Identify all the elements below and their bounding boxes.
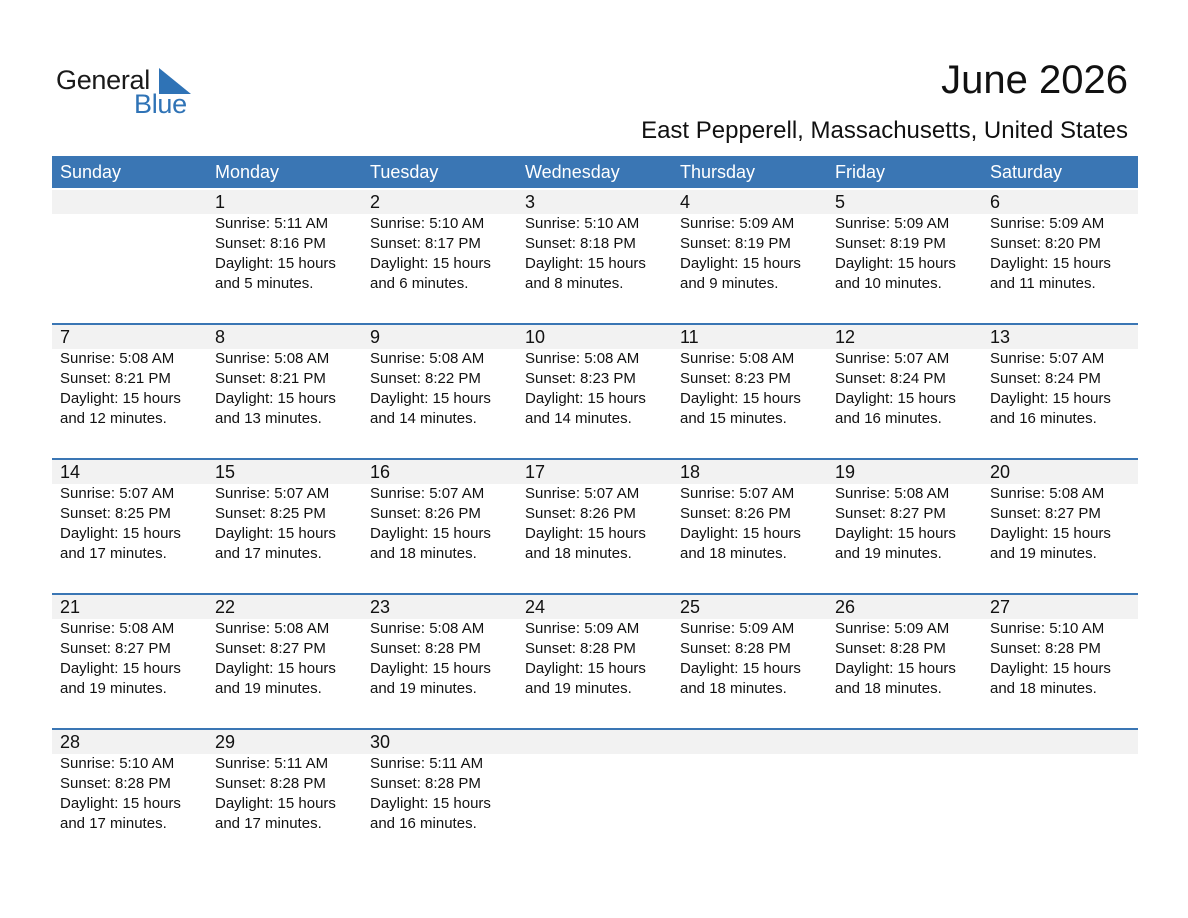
day-number: 12	[835, 327, 856, 347]
daylight-text: Daylight: 15 hours	[680, 525, 801, 542]
minutes-text: and 18 minutes.	[680, 545, 787, 562]
logo-word-general: General	[56, 65, 150, 95]
sunset-text: Sunset: 8:24 PM	[835, 370, 946, 387]
week-cells	[52, 325, 1137, 455]
minutes-text: and 19 minutes.	[215, 680, 322, 697]
minutes-text: and 14 minutes.	[525, 410, 632, 427]
daylight-text: Daylight: 15 hours	[215, 390, 336, 407]
daylight-text: Daylight: 15 hours	[525, 525, 646, 542]
sunrise-text: Sunrise: 5:07 AM	[990, 350, 1105, 367]
daylight-text: Daylight: 15 hours	[215, 255, 336, 272]
calendar	[52, 156, 1138, 863]
day-cell	[517, 595, 672, 725]
sunrise-text: Sunrise: 5:07 AM	[370, 485, 485, 502]
sunset-text: Sunset: 8:20 PM	[990, 235, 1101, 252]
sunrise-text: Sunrise: 5:09 AM	[680, 620, 795, 637]
sunset-text: Sunset: 8:27 PM	[990, 505, 1101, 522]
daylight-text: Daylight: 15 hours	[525, 660, 646, 677]
day-cell	[362, 460, 517, 590]
minutes-text: and 19 minutes.	[525, 680, 632, 697]
minutes-text: and 17 minutes.	[215, 815, 322, 832]
empty-day-cell	[827, 730, 982, 860]
daylight-text: Daylight: 15 hours	[60, 390, 181, 407]
minutes-text: and 11 minutes.	[990, 275, 1096, 292]
daylight-text: Daylight: 15 hours	[990, 660, 1111, 677]
day-cell	[52, 460, 207, 590]
minutes-text: and 9 minutes.	[680, 275, 779, 292]
day-number: 13	[990, 327, 1011, 347]
minutes-text: and 19 minutes.	[370, 680, 477, 697]
sunrise-text: Sunrise: 5:10 AM	[525, 215, 640, 232]
daylight-text: Daylight: 15 hours	[835, 255, 956, 272]
sunrise-text: Sunrise: 5:08 AM	[990, 485, 1105, 502]
day-cell	[207, 460, 362, 590]
sunset-text: Sunset: 8:25 PM	[215, 505, 326, 522]
day-cell	[672, 190, 827, 320]
weekday-header	[52, 156, 1138, 188]
day-number: 17	[525, 462, 546, 482]
day-cell	[827, 595, 982, 725]
sunset-text: Sunset: 8:21 PM	[215, 370, 326, 387]
minutes-text: and 16 minutes.	[835, 410, 942, 427]
sunset-text: Sunset: 8:28 PM	[370, 775, 481, 792]
sunrise-text: Sunrise: 5:10 AM	[370, 215, 485, 232]
sunset-text: Sunset: 8:28 PM	[525, 640, 636, 657]
day-cell	[207, 325, 362, 455]
sunrise-text: Sunrise: 5:08 AM	[680, 350, 795, 367]
sunset-text: Sunset: 8:28 PM	[990, 640, 1101, 657]
sunset-text: Sunset: 8:27 PM	[60, 640, 171, 657]
day-cell	[207, 730, 362, 860]
weekday-sunday: Sunday	[60, 162, 122, 182]
sunrise-text: Sunrise: 5:11 AM	[370, 755, 484, 772]
minutes-text: and 18 minutes.	[680, 680, 787, 697]
minutes-text: and 16 minutes.	[990, 410, 1097, 427]
daylight-text: Daylight: 15 hours	[215, 795, 336, 812]
minutes-text: and 13 minutes.	[215, 410, 322, 427]
day-number: 4	[680, 192, 691, 212]
day-number: 27	[990, 597, 1011, 617]
day-number: 6	[990, 192, 1001, 212]
sunset-text: Sunset: 8:23 PM	[525, 370, 636, 387]
day-number: 24	[525, 597, 546, 617]
day-cell	[982, 190, 1137, 320]
weekday-thursday: Thursday	[680, 162, 756, 182]
minutes-text: and 19 minutes.	[835, 545, 942, 562]
calendar-week	[52, 323, 1138, 458]
logo-word-blue: Blue	[134, 89, 187, 119]
day-number: 7	[60, 327, 71, 347]
sunrise-text: Sunrise: 5:11 AM	[215, 215, 329, 232]
minutes-text: and 8 minutes.	[525, 275, 624, 292]
sunset-text: Sunset: 8:28 PM	[835, 640, 946, 657]
sunset-text: Sunset: 8:23 PM	[680, 370, 791, 387]
day-cell	[517, 325, 672, 455]
day-cell	[982, 460, 1137, 590]
day-cell	[517, 190, 672, 320]
sunrise-text: Sunrise: 5:08 AM	[215, 350, 330, 367]
sunset-text: Sunset: 8:28 PM	[60, 775, 171, 792]
day-number: 2	[370, 192, 381, 212]
sunset-text: Sunset: 8:28 PM	[215, 775, 326, 792]
sunrise-text: Sunrise: 5:08 AM	[215, 620, 330, 637]
weekday-friday: Friday	[835, 162, 886, 182]
sunset-text: Sunset: 8:18 PM	[525, 235, 636, 252]
sunset-text: Sunset: 8:26 PM	[680, 505, 791, 522]
sunrise-text: Sunrise: 5:08 AM	[525, 350, 640, 367]
sunrise-text: Sunrise: 5:09 AM	[835, 620, 950, 637]
minutes-text: and 19 minutes.	[990, 545, 1097, 562]
minutes-text: and 17 minutes.	[215, 545, 322, 562]
day-number: 5	[835, 192, 846, 212]
sunset-text: Sunset: 8:27 PM	[215, 640, 326, 657]
sunrise-text: Sunrise: 5:09 AM	[680, 215, 795, 232]
minutes-text: and 10 minutes.	[835, 275, 942, 292]
day-cell	[672, 460, 827, 590]
day-cell	[982, 325, 1137, 455]
day-cell	[362, 325, 517, 455]
weekday-saturday: Saturday	[990, 162, 1063, 182]
sunrise-text: Sunrise: 5:07 AM	[525, 485, 640, 502]
day-number: 18	[680, 462, 701, 482]
day-cell	[827, 460, 982, 590]
day-number: 14	[60, 462, 81, 482]
minutes-text: and 14 minutes.	[370, 410, 477, 427]
sunrise-text: Sunrise: 5:08 AM	[370, 620, 485, 637]
minutes-text: and 17 minutes.	[60, 545, 167, 562]
week-cells	[52, 595, 1137, 725]
daylight-text: Daylight: 15 hours	[680, 390, 801, 407]
empty-day-cell	[517, 730, 672, 860]
day-number: 1	[215, 192, 226, 212]
sunrise-text: Sunrise: 5:09 AM	[525, 620, 640, 637]
daylight-text: Daylight: 15 hours	[370, 390, 491, 407]
sunset-text: Sunset: 8:21 PM	[60, 370, 171, 387]
daylight-text: Daylight: 15 hours	[680, 660, 801, 677]
sunrise-text: Sunrise: 5:08 AM	[60, 620, 175, 637]
sunset-text: Sunset: 8:22 PM	[370, 370, 481, 387]
daylight-text: Daylight: 15 hours	[525, 255, 646, 272]
week-cells	[52, 190, 1137, 320]
day-cell	[827, 190, 982, 320]
sunrise-text: Sunrise: 5:10 AM	[60, 755, 175, 772]
daylight-text: Daylight: 15 hours	[60, 660, 181, 677]
sunrise-text: Sunrise: 5:08 AM	[370, 350, 485, 367]
day-number: 25	[680, 597, 701, 617]
sunset-text: Sunset: 8:17 PM	[370, 235, 481, 252]
minutes-text: and 6 minutes.	[370, 275, 469, 292]
day-cell	[672, 595, 827, 725]
daylight-text: Daylight: 15 hours	[370, 795, 491, 812]
day-number: 26	[835, 597, 856, 617]
sunset-text: Sunset: 8:16 PM	[215, 235, 326, 252]
minutes-text: and 18 minutes.	[370, 545, 477, 562]
weekday-wednesday: Wednesday	[525, 162, 620, 182]
calendar-week	[52, 188, 1138, 323]
week-cells	[52, 460, 1137, 590]
daylight-text: Daylight: 15 hours	[835, 660, 956, 677]
sunset-text: Sunset: 8:28 PM	[370, 640, 481, 657]
minutes-text: and 15 minutes.	[680, 410, 787, 427]
day-number: 28	[60, 732, 81, 752]
day-number: 22	[215, 597, 236, 617]
daylight-text: Daylight: 15 hours	[835, 390, 956, 407]
sunrise-text: Sunrise: 5:07 AM	[60, 485, 175, 502]
day-number: 9	[370, 327, 381, 347]
sunset-text: Sunset: 8:19 PM	[835, 235, 946, 252]
calendar-week	[52, 728, 1138, 863]
day-cell	[672, 325, 827, 455]
day-number: 15	[215, 462, 236, 482]
minutes-text: and 18 minutes.	[990, 680, 1097, 697]
minutes-text: and 19 minutes.	[60, 680, 167, 697]
day-number: 29	[215, 732, 236, 752]
logo	[56, 62, 206, 122]
day-number: 21	[60, 597, 81, 617]
day-number: 8	[215, 327, 226, 347]
calendar-week	[52, 593, 1138, 728]
sunrise-text: Sunrise: 5:08 AM	[835, 485, 950, 502]
minutes-text: and 16 minutes.	[370, 815, 477, 832]
day-cell	[362, 730, 517, 860]
sunrise-text: Sunrise: 5:11 AM	[215, 755, 329, 772]
sunset-text: Sunset: 8:26 PM	[370, 505, 481, 522]
minutes-text: and 5 minutes.	[215, 275, 314, 292]
daylight-text: Daylight: 15 hours	[370, 660, 491, 677]
sunrise-text: Sunrise: 5:08 AM	[60, 350, 175, 367]
sunset-text: Sunset: 8:24 PM	[990, 370, 1101, 387]
day-cell	[517, 460, 672, 590]
day-number: 20	[990, 462, 1011, 482]
daylight-text: Daylight: 15 hours	[990, 390, 1111, 407]
weekday-monday: Monday	[215, 162, 280, 182]
sunrise-text: Sunrise: 5:07 AM	[680, 485, 795, 502]
day-cell	[52, 325, 207, 455]
daylight-text: Daylight: 15 hours	[370, 255, 491, 272]
sunrise-text: Sunrise: 5:09 AM	[990, 215, 1105, 232]
weekday-tuesday: Tuesday	[370, 162, 439, 182]
day-number: 3	[525, 192, 536, 212]
minutes-text: and 17 minutes.	[60, 815, 167, 832]
daylight-text: Daylight: 15 hours	[990, 255, 1111, 272]
calendar-week	[52, 458, 1138, 593]
day-number: 30	[370, 732, 391, 752]
daylight-text: Daylight: 15 hours	[525, 390, 646, 407]
sunrise-text: Sunrise: 5:10 AM	[990, 620, 1105, 637]
day-number: 23	[370, 597, 391, 617]
day-cell	[827, 325, 982, 455]
daylight-text: Daylight: 15 hours	[215, 525, 336, 542]
day-cell	[362, 190, 517, 320]
day-cell	[362, 595, 517, 725]
sunrise-text: Sunrise: 5:09 AM	[835, 215, 950, 232]
sunrise-text: Sunrise: 5:07 AM	[215, 485, 330, 502]
day-number: 19	[835, 462, 856, 482]
daylight-text: Daylight: 15 hours	[990, 525, 1111, 542]
sunrise-text: Sunrise: 5:07 AM	[835, 350, 950, 367]
daylight-text: Daylight: 15 hours	[370, 525, 491, 542]
daylight-text: Daylight: 15 hours	[680, 255, 801, 272]
daylight-text: Daylight: 15 hours	[835, 525, 956, 542]
empty-day-cell	[52, 190, 207, 320]
day-cell	[52, 730, 207, 860]
empty-day-cell	[982, 730, 1137, 860]
daylight-text: Daylight: 15 hours	[60, 525, 181, 542]
day-number: 10	[525, 327, 546, 347]
sunset-text: Sunset: 8:19 PM	[680, 235, 791, 252]
daylight-text: Daylight: 15 hours	[215, 660, 336, 677]
minutes-text: and 18 minutes.	[835, 680, 942, 697]
minutes-text: and 12 minutes.	[60, 410, 167, 427]
day-number: 11	[680, 327, 699, 347]
empty-day-cell	[672, 730, 827, 860]
sunset-text: Sunset: 8:25 PM	[60, 505, 171, 522]
daylight-text: Daylight: 15 hours	[60, 795, 181, 812]
location-subtitle: East Pepperell, Massachusetts, United States	[641, 117, 1128, 144]
day-cell	[52, 595, 207, 725]
page-title: June 2026	[941, 58, 1128, 102]
day-cell	[207, 595, 362, 725]
sunset-text: Sunset: 8:27 PM	[835, 505, 946, 522]
day-cell	[207, 190, 362, 320]
calendar-weeks	[52, 188, 1138, 863]
sunset-text: Sunset: 8:28 PM	[680, 640, 791, 657]
day-number: 16	[370, 462, 391, 482]
minutes-text: and 18 minutes.	[525, 545, 632, 562]
sunset-text: Sunset: 8:26 PM	[525, 505, 636, 522]
day-cell	[982, 595, 1137, 725]
week-cells	[52, 730, 1137, 860]
